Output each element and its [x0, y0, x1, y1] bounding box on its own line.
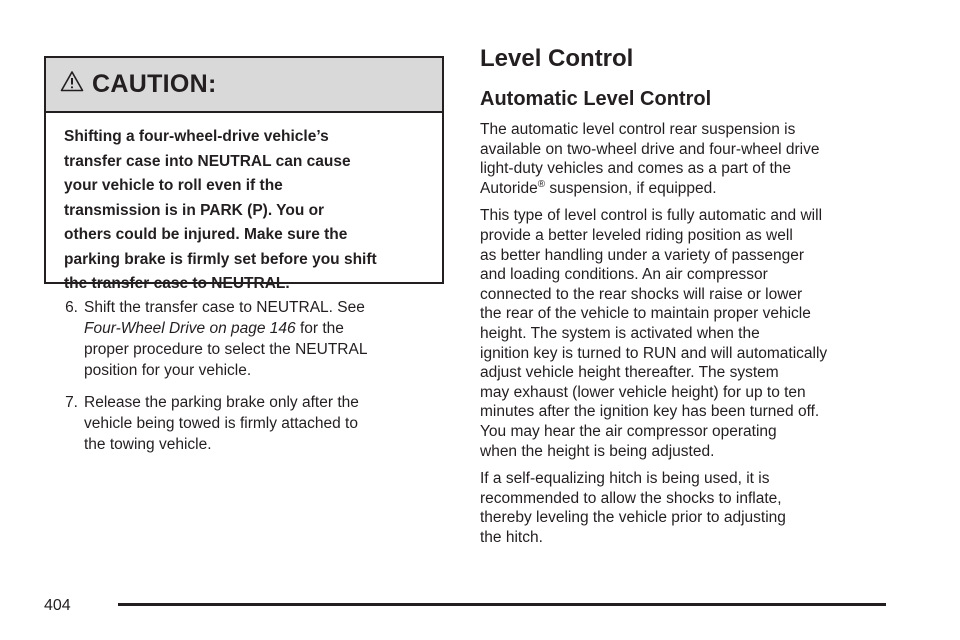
- paragraph-line: ignition key is turned to RUN and will automatically: [480, 344, 828, 362]
- paragraph-line: If a self-equalizing hitch is being used, it is: [480, 470, 770, 488]
- paragraph-line: recommended to allow the shocks to inflate,: [480, 489, 782, 507]
- paragraph-line: when the height is being adjusted.: [480, 442, 715, 460]
- step-item: [44, 392, 444, 455]
- paragraph-line: light-duty vehicles and comes as a part of the: [480, 160, 792, 178]
- step-number: 6.: [65, 299, 78, 316]
- step-line-text: for the: [295, 320, 344, 337]
- paragraph-line: minutes after the ignition key has been turned off.: [480, 403, 820, 421]
- warning-triangle-icon: [60, 70, 84, 92]
- step-line: vehicle being towed is firmly attached to: [84, 415, 358, 432]
- paragraph-line: the hitch.: [480, 528, 543, 546]
- step-text: [84, 392, 424, 455]
- page-number: 404: [44, 597, 71, 614]
- registered-mark: ®: [537, 178, 546, 190]
- step-number: 7.: [65, 394, 78, 411]
- paragraph-line: [480, 179, 900, 199]
- paragraph-line: The automatic level control rear suspension is: [480, 121, 796, 138]
- paragraph-line: You may hear the air compressor operating: [480, 422, 777, 440]
- caution-line: others could be injured. Make sure the: [64, 226, 348, 243]
- paragraph-line: height. The system is activated when the: [480, 324, 760, 342]
- step-text: [84, 297, 424, 381]
- caution-header: [46, 58, 442, 113]
- caution-title: CAUTION:: [92, 70, 217, 98]
- caution-line: the transfer case to NEUTRAL.: [64, 275, 290, 292]
- step-line: position for your vehicle.: [84, 362, 252, 379]
- paragraph-line: This type of level control is fully automatic and will: [480, 207, 823, 225]
- paragraph-line: provide a better leveled riding position as well: [480, 226, 793, 244]
- paragraph-line: and loading conditions. An air compressor: [480, 266, 768, 284]
- paragraph-line: available on two-wheel drive and four-wheel drive: [480, 140, 820, 158]
- caution-text: [46, 113, 442, 297]
- caution-line: Shifting a four-wheel-drive vehicle’s: [64, 128, 329, 145]
- step-line: proper procedure to select the NEUTRAL: [84, 341, 368, 358]
- section-title: Level Control: [480, 45, 634, 72]
- step-line: the towing vehicle.: [84, 436, 212, 453]
- step-item: [44, 297, 444, 381]
- page-reference-link[interactable]: Four-Wheel Drive on page 146: [84, 320, 296, 337]
- caution-line: your vehicle to roll even if the: [64, 177, 283, 194]
- paragraph: [480, 469, 900, 547]
- paragraph-line: thereby leveling the vehicle prior to adjusting: [480, 509, 786, 527]
- paragraph-line: may exhaust (lower vehicle height) for up to ten: [480, 383, 806, 401]
- paragraph-line: the rear of the vehicle to maintain proper vehicle: [480, 305, 811, 323]
- paragraph: [480, 206, 900, 461]
- paragraph-line-text: suspension, if equipped.: [545, 179, 717, 197]
- step-line: Release the parking brake only after the: [84, 394, 359, 411]
- footer-rule: [118, 603, 886, 606]
- paragraph-line: adjust vehicle height thereafter. The system: [480, 364, 779, 382]
- step-list: [44, 297, 444, 466]
- caution-line: transmission is in PARK (P). You or: [64, 201, 325, 219]
- caution-line: parking brake is firmly set before you shift: [64, 250, 377, 268]
- caution-box: [44, 56, 444, 292]
- step-line: Shift the transfer case to NEUTRAL. See: [84, 299, 365, 316]
- paragraph-line: as better handling under a variety of passenger: [480, 246, 804, 264]
- step-line: [84, 318, 424, 339]
- section-subtitle: Automatic Level Control: [480, 88, 712, 110]
- caution-line: transfer case into NEUTRAL can cause: [64, 152, 351, 170]
- right-column: [480, 44, 900, 555]
- paragraph: [480, 120, 900, 198]
- paragraph-line: connected to the rear shocks will raise or lower: [480, 285, 803, 303]
- brand-name: Autoride: [480, 179, 538, 197]
